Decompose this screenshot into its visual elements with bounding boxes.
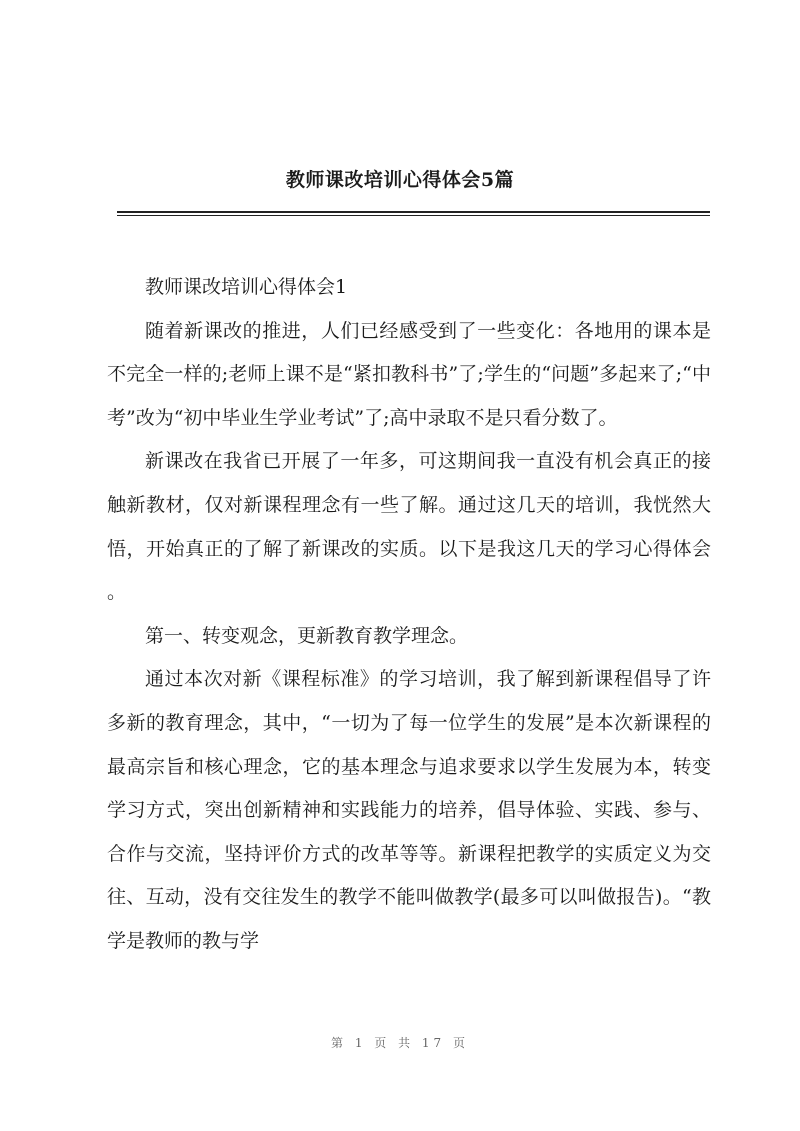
page-number-footer: 第 1 页 共 17 页: [331, 1036, 469, 1050]
paragraph: 随着新课改的推进，人们已经感受到了一些变化：各地用的课本是不完全一样的;老师上课不是“紧扣教科书”了;学生的“问题”多起来了;“中考”改为“初中毕业生学业考试”了;高中录取不是只看分数了。: [107, 319, 711, 429]
document-title: 教师课改培训心得体会5篇: [285, 169, 515, 191]
paragraph: 新课改在我省已开展了一年多，可这期间我一直没有机会真正的接触新教材，仅对新课程理念有一些了解。通过这几天的培训，我恍然大悟，开始真正的了解了新课改的实质。以下是我这几天的学习心得体会。: [107, 450, 711, 604]
title-rule-thick: [117, 211, 710, 213]
section-heading: 教师课改培训心得体会1: [145, 276, 348, 298]
sub-heading: 第一、转变观念，更新教育教学理念。: [145, 624, 469, 647]
document-body: [107, 266, 711, 964]
title-rule-thin: [117, 215, 710, 216]
paragraph: 通过本次对新《课程标准》的学习培训，我了解到新课程倡导了许多新的教育理念，其中，“一切为了每一位学生的发展”是本次新课程的最高宗旨和核心理念，它的基本理念与追求要求以学生发展为本，转变学习方式，突出创新精神和实践能力的培养，倡导体验、实践、参与、合作与交流，坚持评价方式的改革等等。新课程把教学的实质定义为交往、互动，没有交往发生的教学不能叫做教学(最多可以叫做报告)。“教学是教师的教与学: [107, 668, 711, 952]
